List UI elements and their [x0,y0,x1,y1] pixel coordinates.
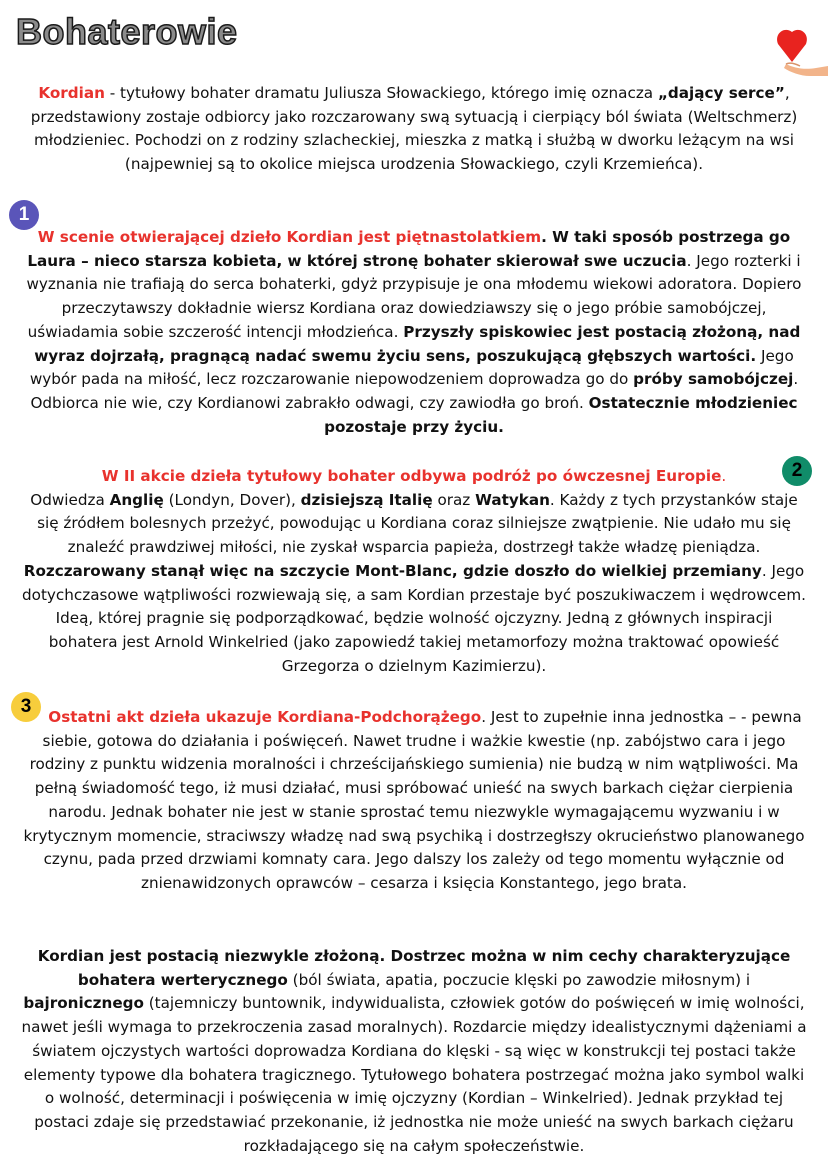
section-badge-1: 1 [9,200,39,230]
heart-in-hand-icon [770,18,828,76]
section-1-paragraph: W scenie otwierającej dzieło Kordian jest piętnastolatkiem. W taki sposób postrzega go Laura – nieco starsza kobieta, w której stronę bohater skierował swe uczucia. Jego rozterki i wyznania nie trafiają do serca bohaterki, gdyż przypisuje je ona młodemu wiekowi adoratora. Dopiero przeczytawszy dokładnie wiersz Kordiana oraz dowiedziawszy się o jego próbie samobójczej, uświadamia sobie szczerość intencji młodzieńca. Przyszły spiskowiec jest postacią złożoną, nad wyraz dojrzałą, pragnącą nadać swemu życiu sens, poszukującą głębszych wartości. Jego wybór pada na miłość, lecz rozczarowanie niepowodzeniem doprowadza go do próby samobójczej. Odbiorca nie wie, czy Kordianowi zabrakło odwagi, czy zawiodła go broń. Ostatecznie młodzieniec pozostaje przy życiu. [26,228,802,436]
summary-paragraph: Kordian jest postacią niezwykle złożoną. Dostrzec można w nim cechy charakteryzujące bohatera werterycznego (ból świata, apatia, poczucie klęski po zawodzie miłosnym) i bajronicznego (tajemniczy buntownik, indywidualista, człowiek gotów do poświęceń w imię wolności, nawet jeśli wymaga to przekroczenia zasad moralnych). Rozdarcie między idealistycznymi dążeniami a światem ojczystych wartości doprowadza Kordiana do klęski - są więc w konstrukcji tej postaci także elementy typowe dla bohatera tragicznego. Tytułowego bohatera postrzegać można jako symbol walki o wolność, determinacji i poświęcenia w imię ojczyzny (Kordian – Winkelried). Jednak przykład tej postaci zdaje się przedstawiać przekonanie, iż jednostka nie może unieść na swych barkach ciężaru rozkładającego się na całym społeczeństwie. [21,947,807,1155]
section-1-heading: W scenie otwierającej dzieło Kordian jest piętnastolatkiem [37,228,542,246]
section-badge-3: 3 [11,692,41,722]
section-badge-2: 2 [782,456,812,486]
section-2-paragraph: W II akcie dzieła tytułowy bohater odbywa podróż po ówczesnej Europie. Odwiedza Anglię (Londyn, Dover), dzisiejszą Italię oraz Watykan. Każdy z tych przystanków staje się źródłem bolesnych przeżyć, powodując u Kordiana coraz silniejsze zwątpienie. Nie udało mu się znaleźć prawdziwej miłości, nie zyskał wsparcia papieża, dostrzegł także władzę pieniądza. Rozczarowany stanął więc na szczycie Mont-Blanc, gdzie doszło do wielkiej przemiany. Jego dotychczasowe wątpliwości rozwiewają się, a sam Kordian przestaje być poszukiwaczem i wędrowcem. Ideą, której pragnie się podporządkować, będzie wolność ojczyzny. Jedną z głównych inspiracji bohatera jest Arnold Winkelried (jako zapowiedź takiej metamorfozy można traktować opowieść Grzegorza o dzielnym Kazimierzu). [22,467,806,675]
section-3-paragraph: Ostatni akt dzieła ukazuje Kordiana-Podchorążego. Jest to zupełnie inna jednostka – - pewna siebie, gotowa do działania i poświęceń. Nawet trudne i ważkie kwestie (np. zabójstwo cara i jego rodziny z punktu widzenia moralności i chrześcijańskiego sumienia) nie budzą w nim wątpliwości. Ma pełną świadomość tego, iż musi działać, musi spróbować unieść na swych barkach ciężar cierpienia narodu. Jednak bohater nie jest w stanie sprostać temu niezwykle wymagającemu wyzwaniu i w krytycznym momencie, straciwszy władzę nad swą psychiką i dostrzegłszy okrucieństwo planowanego czynu, pada przed drzwiami komnaty cara. Jego dalszy los zależy od tego momentu wyłącznie od znienawidzonych oprawców – cesarza i księcia Konstantego, jego brata. [23,708,805,892]
intro-paragraph: Kordian - tytułowy bohater dramatu Juliusza Słowackiego, którego imię oznacza „dający serce”, przedstawiony zostaje odbiorcy jako rozczarowany swą sytuacją i cierpiący ból świata (Weltschmerz) młodzieniec. Pochodzi on z rodziny szlacheckiej, mieszka z matką i służbą w dworku leżącym na wsi (najpewniej są to okolice miejsca urodzenia Słowackiego, czyli Krzemieńca). [30,84,798,174]
section-3-heading: Ostatni akt dzieła ukazuje Kordiana-Podchorążego [48,708,482,726]
name-kordian: Kordian [38,84,105,102]
heart-icon [770,18,828,76]
section-2-heading: W II akcie dzieła tytułowy bohater odbywa podróż po ówczesnej Europie [101,467,722,485]
page-title: Bohaterowie [16,11,238,52]
name-meaning: „dający serce” [657,84,785,102]
